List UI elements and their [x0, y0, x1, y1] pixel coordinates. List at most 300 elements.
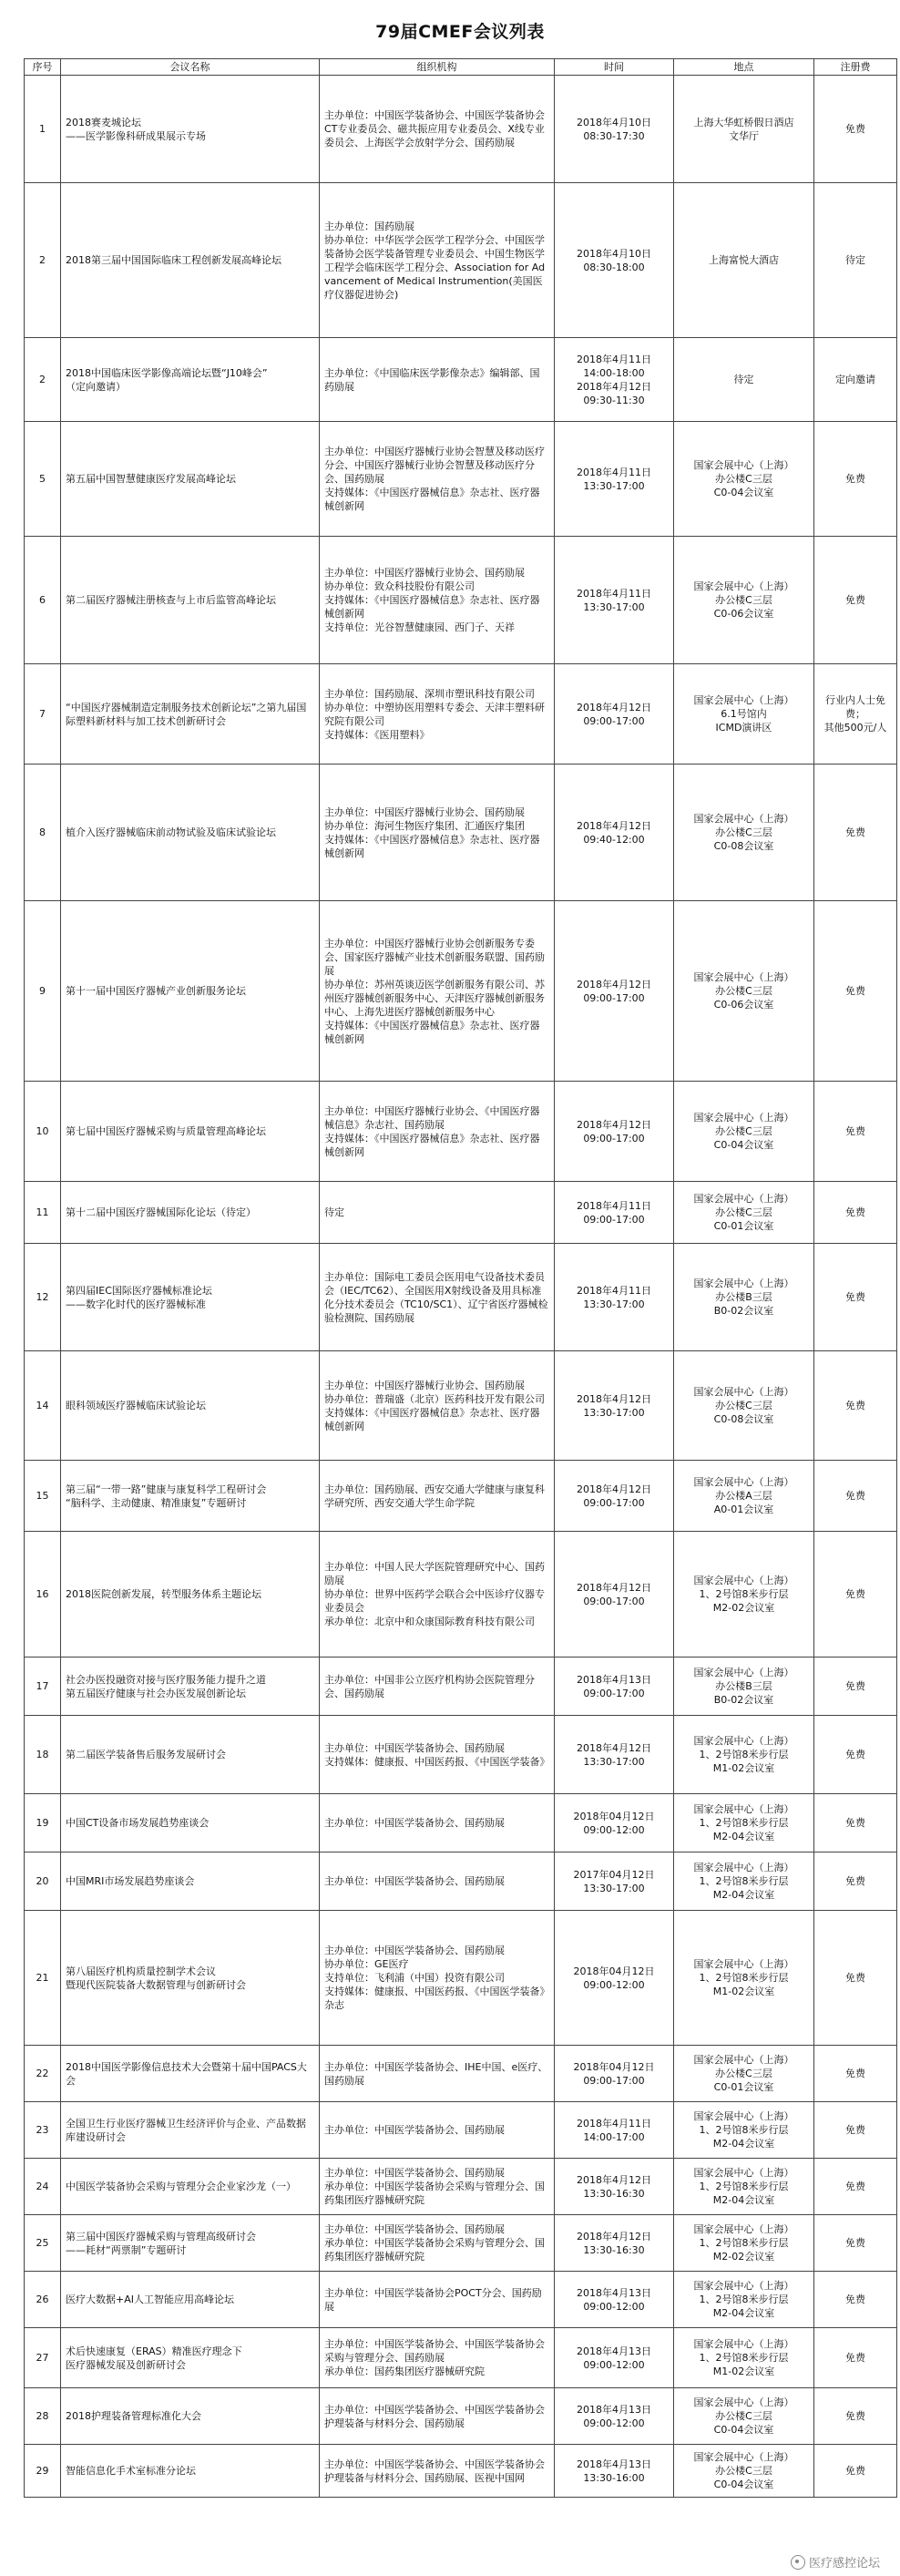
cell-fee-line: 免费: [845, 1749, 865, 1760]
table-row: [25, 338, 897, 422]
cell-no: 27: [25, 2328, 61, 2388]
cell-name-line: 眼科领域医疗器械临床试验论坛: [66, 1400, 206, 1411]
table-row: [25, 1244, 897, 1351]
cell-fee: [814, 2445, 897, 2498]
cell-time: [555, 1657, 674, 1716]
cell-time-line: 09:00-17:00: [583, 991, 645, 1004]
cell-org: [320, 901, 555, 1082]
cell-location-line: 国家会展中心（上海）: [693, 2396, 794, 2408]
cell-fee-line: 免费: [845, 1875, 865, 1887]
cell-fee: [814, 537, 897, 664]
conference-table: [24, 58, 897, 2498]
cell-location-line: 办公楼C三层: [715, 594, 772, 606]
cell-name: [61, 2388, 320, 2445]
cell-org-line: 主办单位：中国医学装备协会、中国医学装备协会护理装备与材料分会、国药励展: [324, 2403, 545, 2429]
cell-location: [674, 1182, 814, 1244]
cell-location-line: 办公楼C三层: [715, 985, 772, 997]
cell-location-line: 上海富悦大酒店: [709, 254, 779, 266]
cell-fee-line: 免费: [845, 2352, 865, 2364]
cell-time-line: 2018年4月12日: [577, 701, 651, 713]
cell-time-line: 14:00-18:00: [583, 366, 645, 379]
cell-name-line: 第十二届中国医疗器械国际化论坛（待定）: [66, 1206, 256, 1218]
cell-no: 6: [25, 537, 61, 664]
table-row: [25, 1794, 897, 1852]
cell-time-line: 2018年4月12日: [577, 1581, 651, 1594]
cell-time-line: 2018年4月13日: [577, 2286, 651, 2299]
cell-location-line: 国家会展中心（上海）: [693, 459, 794, 471]
cell-location-line: 1、2号馆8米步行层: [699, 1972, 789, 1984]
cell-name: [61, 664, 320, 765]
cell-name-line: 中国CT设备市场发展趋势座谈会: [66, 1817, 210, 1829]
cell-org-line: 主办单位：中国医学装备协会、国药励展: [324, 1945, 505, 1956]
cell-org: [320, 765, 555, 901]
cell-org-line: 支持单位：光谷智慧健康园、西门子、天祥: [324, 621, 515, 633]
cell-location: [674, 338, 814, 422]
cell-location-line: M2-04会议室: [712, 2307, 775, 2319]
cell-time-line: 14:00-17:00: [583, 2130, 645, 2143]
cell-location: [674, 537, 814, 664]
cell-name: [61, 1182, 320, 1244]
cell-name-line: “中国医疗器械制造定制服务技术创新论坛”之第九届国际塑料新材料与加工技术创新研讨会: [66, 701, 307, 727]
cell-location-line: 1、2号馆8米步行层: [699, 1817, 789, 1829]
cell-time: [555, 422, 674, 537]
cell-time-line: 09:00-17:00: [583, 1687, 645, 1699]
cell-org: [320, 1852, 555, 1911]
cell-location-line: 办公楼C三层: [715, 2465, 772, 2477]
cell-org-line: 主办单位：中国医学装备协会、国药励展: [324, 1817, 505, 1829]
cell-location-line: 办公楼B三层: [715, 1291, 772, 1303]
cell-location-line: M1-02会议室: [712, 1762, 775, 1774]
cell-org: [320, 2388, 555, 2445]
cell-org-line: 主办单位：中国医疗器械行业协会智慧及移动医疗分会、中国医疗器械行业协会智慧及移动医疗分会、国药励展: [324, 446, 545, 485]
cell-location: [674, 2445, 814, 2498]
cell-no: 25: [25, 2215, 61, 2272]
cell-location: [674, 2328, 814, 2388]
cell-org-line: 承办单位：国药集团医疗器械研究院: [324, 2366, 485, 2377]
cell-fee: [814, 1852, 897, 1911]
cell-name: [61, 422, 320, 537]
cell-time: [555, 537, 674, 664]
cell-time: [555, 2046, 674, 2102]
cell-location-line: M1-02会议室: [712, 1986, 775, 1997]
cell-time: [555, 1244, 674, 1351]
cell-location: [674, 2159, 814, 2215]
cell-location-line: B0-02会议室: [713, 1305, 774, 1317]
cell-location-line: 国家会展中心（上海）: [693, 1386, 794, 1398]
header-location: 地点: [674, 59, 814, 76]
cell-location-line: 国家会展中心（上海）: [693, 1667, 794, 1678]
cell-fee-line: 免费: [845, 2237, 865, 2249]
cell-time-line: 2018年4月10日: [577, 247, 651, 260]
cell-location: [674, 2215, 814, 2272]
cell-fee-line: 免费: [845, 2410, 865, 2422]
cell-time-line: 2018年4月13日: [577, 2345, 651, 2357]
cell-fee-line: 免费: [845, 1400, 865, 1411]
cell-org: [320, 2159, 555, 2215]
cell-fee: [814, 338, 897, 422]
cell-org: [320, 1351, 555, 1461]
cell-location-line: 办公楼C三层: [715, 2068, 772, 2079]
cell-org-line: 主办单位：中国医疗器械行业协会、国药励展: [324, 567, 525, 579]
cell-name-line: 第三届中国医疗器械采购与管理高级研讨会: [66, 2230, 256, 2242]
cell-org-line: 支持单位：飞利浦（中国）投资有限公司: [324, 1972, 505, 1984]
cell-location: [674, 1716, 814, 1794]
cell-time: [555, 2272, 674, 2328]
cell-org-line: 承办单位：北京中和众康国际教育科技有限公司: [324, 1616, 535, 1627]
cell-fee-line: 免费: [845, 2181, 865, 2192]
cell-name: [61, 2215, 320, 2272]
cell-location-line: 1、2号馆8米步行层: [699, 2352, 789, 2364]
cell-org-line: 协办单位：普瑞盛（北京）医药科技开发有限公司: [324, 1392, 545, 1405]
cell-org: [320, 2102, 555, 2159]
cell-location-line: M2-04会议室: [712, 1889, 775, 1901]
cell-name-line: ——耗材“两票制”专题研讨: [66, 2243, 187, 2256]
cell-time-line: 2018年4月12日: [577, 1118, 651, 1131]
cell-time-line: 13:30-16:30: [583, 2243, 645, 2256]
cell-location-line: 待定: [733, 374, 754, 385]
cell-time-line: 09:00-12:00: [583, 1978, 645, 1991]
cell-fee: [814, 422, 897, 537]
cell-location: [674, 1657, 814, 1716]
cell-no: 18: [25, 1716, 61, 1794]
cell-location-line: C0-08会议室: [713, 1413, 774, 1425]
table-row: [25, 2445, 897, 2498]
cell-name-line: 2018第三届中国国际临床工程创新发展高峰论坛: [66, 254, 281, 266]
table-body: [25, 76, 897, 2498]
table-row: [25, 76, 897, 183]
header-fee: 注册费: [814, 59, 897, 76]
table-row: [25, 901, 897, 1082]
cell-org-line: 主办单位：中国医学装备协会、中国医学装备协会护理装备与材料分会、国药励展、医视中国网: [324, 2458, 545, 2484]
header-time: 时间: [555, 59, 674, 76]
cell-name-line: “脑科学、主动健康、精准康复”专题研讨: [66, 1496, 247, 1509]
cell-org: [320, 1911, 555, 2046]
cell-org-line: 协办单位：GE医疗: [324, 1958, 409, 1970]
cell-location: [674, 1852, 814, 1911]
table-header-row: [25, 59, 897, 76]
cell-location-line: ICMD演讲区: [715, 722, 772, 734]
cell-fee-line: 免费: [845, 473, 865, 485]
cell-time-line: 09:00-17:00: [583, 714, 645, 727]
cell-fee-line: 免费: [845, 2294, 865, 2305]
cell-name: [61, 2445, 320, 2498]
cell-fee: [814, 2328, 897, 2388]
cell-fee: [814, 2046, 897, 2102]
cell-name-line: ——数字化时代的医疗器械标准: [66, 1298, 206, 1310]
cell-location: [674, 183, 814, 338]
cell-org: [320, 1657, 555, 1716]
cell-name: [61, 1351, 320, 1461]
cell-time-line: 2017年04月12日: [573, 1868, 655, 1881]
cell-name: [61, 2046, 320, 2102]
cell-time: [555, 2102, 674, 2159]
cell-time: [555, 183, 674, 338]
cell-fee: [814, 1532, 897, 1657]
cell-time: [555, 76, 674, 183]
cell-fee-line: 免费: [845, 594, 865, 606]
cell-name-line: 医疗大数据+AI人工智能应用高峰论坛: [66, 2294, 234, 2305]
cell-no: 8: [25, 765, 61, 901]
cell-location-line: C0-06会议室: [713, 608, 774, 620]
cell-location-line: M2-02会议室: [712, 1602, 775, 1614]
cell-time-line: 09:00-17:00: [583, 2074, 645, 2087]
cell-location-line: 国家会展中心（上海）: [693, 2110, 794, 2122]
table-row: [25, 537, 897, 664]
cell-location-line: C0-04会议室: [713, 1139, 774, 1151]
cell-no: 12: [25, 1244, 61, 1351]
cell-time-line: 09:00-17:00: [583, 1595, 645, 1607]
cell-time-line: 2018年4月11日: [577, 353, 651, 365]
cell-time: [555, 1852, 674, 1911]
cell-location-line: M2-02会议室: [712, 2251, 775, 2263]
cell-org: [320, 76, 555, 183]
cell-time: [555, 1532, 674, 1657]
cell-time-line: 09:00-12:00: [583, 2300, 645, 2313]
cell-time-line: 2018年4月11日: [577, 1284, 651, 1297]
cell-no: 10: [25, 1082, 61, 1182]
cell-location-line: 1、2号馆8米步行层: [699, 1749, 789, 1760]
cell-org-line: 支持媒体：《中国医疗器械信息》杂志社、医疗器械创新网: [324, 487, 540, 512]
cell-name: [61, 537, 320, 664]
cell-time-line: 2018年4月12日: [577, 1483, 651, 1495]
cell-name-line: 中国MRI市场发展趋势座谈会: [66, 1875, 195, 1887]
cell-time-line: 2018年4月12日: [577, 978, 651, 990]
cell-location-line: A0-01会议室: [713, 1504, 774, 1515]
cell-name-line: 2018护理装备管理标准化大会: [66, 2410, 201, 2422]
cell-fee: [814, 1657, 897, 1716]
cell-time-line: 13:30-17:00: [583, 600, 645, 613]
cell-location-line: 国家会展中心（上海）: [693, 2451, 794, 2463]
cell-org: [320, 1461, 555, 1532]
table-row: [25, 1716, 897, 1794]
cell-name-line: 第五届中国智慧健康医疗发展高峰论坛: [66, 473, 236, 485]
cell-time-line: 2018年04月12日: [573, 2060, 655, 2073]
cell-no: 28: [25, 2388, 61, 2445]
cell-fee: [814, 2388, 897, 2445]
cell-no: 7: [25, 664, 61, 765]
cell-org-line: 主办单位：中国医学装备协会、国药励展: [324, 1741, 505, 1754]
cell-org-line: 主办单位：中国医疗器械行业协会、《中国医疗器械信息》杂志社、国药励展: [324, 1104, 540, 1131]
cell-org-line: 主办单位：中国医疗器械行业协会、国药励展: [324, 806, 525, 818]
cell-name-line: 智能信息化手术室标准分论坛: [66, 2465, 196, 2477]
cell-fee: [814, 1082, 897, 1182]
cell-location-line: 国家会展中心（上海）: [693, 2338, 794, 2350]
cell-fee: [814, 1244, 897, 1351]
table-row: [25, 2328, 897, 2388]
cell-org-line: 主办单位：中国非公立医疗机构协会医院管理分会、国药励展: [324, 1673, 535, 1699]
cell-org-line: 主办单位：国药励展、西安交通大学健康与康复科学研究所、西安交通大学生命学院: [324, 1483, 545, 1509]
cell-time: [555, 1911, 674, 2046]
cell-no: 21: [25, 1911, 61, 2046]
cell-org-line: 协办单位：世界中医药学会联合会中医诊疗仪器专业委员会: [324, 1588, 545, 1614]
cell-name: [61, 2328, 320, 2388]
cell-name-line: 2018医院创新发展，转型服务体系主题论坛: [66, 1588, 261, 1600]
cell-no: 2: [25, 338, 61, 422]
cell-time: [555, 338, 674, 422]
cell-no: 19: [25, 1794, 61, 1852]
cell-location: [674, 1911, 814, 2046]
cell-fee-line: 免费: [845, 1972, 865, 1984]
cell-time-line: 2018年4月10日: [577, 116, 651, 128]
cell-no: 29: [25, 2445, 61, 2498]
cell-time: [555, 901, 674, 1082]
cell-location: [674, 422, 814, 537]
cell-location-line: 国家会展中心（上海）: [693, 1476, 794, 1488]
cell-location-line: 办公楼B三层: [715, 1680, 772, 1692]
cell-time: [555, 1351, 674, 1461]
cell-org-line: 主办单位：中国医学装备协会、中国医学装备协会CT专业委员会、磁共振应用专业委员会、X线专业委员会、上海医学会放射学分会、国药励展: [324, 109, 545, 149]
cell-location-line: C0-06会议室: [713, 999, 774, 1011]
cell-name-line: 第八届医疗机构质量控制学术会议: [66, 1965, 216, 1977]
cell-location: [674, 2388, 814, 2445]
cell-name-line: 2018中国医学影像信息技术大会暨第十届中国PACS大会: [66, 2060, 307, 2087]
cell-org: [320, 2272, 555, 2328]
table-row: [25, 1082, 897, 1182]
cell-time-line: 2018年4月12日: [577, 380, 651, 393]
cell-location-line: 国家会展中心（上海）: [693, 1862, 794, 1873]
cell-location-line: C0-04会议室: [713, 2479, 774, 2490]
cell-time: [555, 2215, 674, 2272]
cell-org-line: 待定: [324, 1206, 344, 1218]
cell-fee: [814, 1461, 897, 1532]
cell-fee: [814, 2102, 897, 2159]
cell-name: [61, 1532, 320, 1657]
cell-name-line: 植介入医疗器械临床前动物试验及临床试验论坛: [66, 826, 276, 838]
cell-location-line: 国家会展中心（上海）: [693, 1575, 794, 1586]
cell-location: [674, 765, 814, 901]
cell-name: [61, 1244, 320, 1351]
cell-name-line: 医疗器械发展及创新研讨会: [66, 2358, 186, 2371]
cell-fee: [814, 1716, 897, 1794]
cell-location-line: 办公楼C三层: [715, 2410, 772, 2422]
cell-location-line: 办公楼C三层: [715, 1400, 772, 1411]
cell-time-line: 09:40-12:00: [583, 833, 645, 846]
cell-time-line: 2018年4月11日: [577, 1199, 651, 1212]
table-row: [25, 765, 897, 901]
cell-time-line: 2018年4月11日: [577, 2117, 651, 2130]
cell-org-line: 协办单位：中塑协医用塑料专委会、天津丰塑料研究院有限公司: [324, 701, 545, 727]
cell-org-line: 主办单位：国际电工委员会医用电气设备技术委员会（IEC/TC62）、全国医用X射线设备及用具标准化分技术委员会（TC10/SC1）、辽宁省医疗器械检验检测院、国药励展: [324, 1270, 548, 1324]
cell-time: [555, 2388, 674, 2445]
cell-org-line: 支持媒体：《中国医疗器械信息》杂志社、医疗器械创新网: [324, 833, 540, 859]
cell-location-line: 1、2号馆8米步行层: [699, 2294, 789, 2305]
cell-location-line: 1、2号馆8米步行层: [699, 1588, 789, 1600]
cell-name-line: 全国卫生行业医疗器械卫生经济评价与企业、产品数据库建设研讨会: [66, 2117, 306, 2143]
cell-org-line: 协办单位：苏州英谈迈医学创新服务有限公司、苏州医疗器械创新服务中心、天津医疗器械创新服务中心、上海先进医疗器械创新服务中心: [324, 978, 545, 1018]
cell-name-line: 2018中国临床医学影像高端论坛暨“J10峰会”: [66, 366, 268, 379]
cell-location: [674, 1244, 814, 1351]
cell-org: [320, 2046, 555, 2102]
table-row: [25, 1461, 897, 1532]
cell-location-line: B0-02会议室: [713, 1694, 774, 1706]
cell-time-line: 2018年4月12日: [577, 2173, 651, 2186]
cell-org-line: 主办单位：中国医学装备协会、IHE中国、e医疗、国药励展: [324, 2060, 548, 2087]
cell-time-line: 2018年04月12日: [573, 1965, 655, 1977]
cell-fee-line: 免费: [845, 2465, 865, 2477]
cell-org-line: 承办单位：中国医学装备协会采购与管理分会、国药集团医疗器械研究院: [324, 2237, 545, 2263]
cell-name-line: 第十一届中国医疗器械产业创新服务论坛: [66, 985, 246, 997]
cell-time-line: 09:00-17:00: [583, 1496, 645, 1509]
cell-location-line: 1、2号馆8米步行层: [699, 2124, 789, 2136]
watermark-text: 医疗感控论坛: [808, 2557, 880, 2571]
cell-fee-line: 免费: [845, 826, 865, 838]
cell-name: [61, 1657, 320, 1716]
cell-time: [555, 2445, 674, 2498]
cell-time: [555, 2328, 674, 2388]
cell-org-line: 支持媒体：健康报、中国医药报、《中国医学装备》杂志: [324, 1986, 545, 2011]
cell-name: [61, 1461, 320, 1532]
cell-location-line: 国家会展中心（上海）: [693, 2167, 794, 2179]
table-row: [25, 664, 897, 765]
cell-location-line: C0-08会议室: [713, 840, 774, 852]
table-row: [25, 1852, 897, 1911]
cell-location-line: M2-04会议室: [712, 1831, 775, 1842]
cell-fee: [814, 76, 897, 183]
cell-fee-line: 待定: [845, 254, 865, 266]
cell-org-line: 支持媒体：《中国医疗器械信息》杂志社、医疗器械创新网: [324, 1019, 540, 1045]
cell-no: 16: [25, 1532, 61, 1657]
cell-org-line: 支持媒体：《中国医疗器械信息》杂志社、医疗器械创新网: [324, 594, 540, 620]
cell-org-line: 主办单位：国药励展: [324, 220, 414, 232]
cell-org-line: 主办单位：中国医学装备协会、国药励展: [324, 2223, 505, 2235]
cell-fee: [814, 2159, 897, 2215]
cell-name: [61, 183, 320, 338]
cell-no: 1: [25, 76, 61, 183]
cell-no: 5: [25, 422, 61, 537]
cell-fee: [814, 1911, 897, 2046]
cell-fee-line: 定向邀请: [835, 374, 875, 385]
cell-location-line: C0-04会议室: [713, 2424, 774, 2436]
cell-time-line: 09:00-12:00: [583, 1823, 645, 1836]
cell-time-line: 2018年4月12日: [577, 1741, 651, 1754]
cell-location-line: 国家会展中心（上海）: [693, 1735, 794, 1747]
cell-name: [61, 1852, 320, 1911]
cell-no: 26: [25, 2272, 61, 2328]
cell-location: [674, 2046, 814, 2102]
cell-name-line: 第五届医疗健康与社会办医发展创新论坛: [66, 1687, 246, 1699]
page-title: 79届CMEF会议列表: [375, 22, 545, 42]
cell-fee-line: 免费: [845, 123, 865, 135]
cell-name: [61, 2159, 320, 2215]
cell-location: [674, 901, 814, 1082]
cell-time-line: 2018年4月11日: [577, 587, 651, 600]
cell-time-line: 13:30-17:00: [583, 1755, 645, 1768]
table-row: [25, 183, 897, 338]
cell-time: [555, 2159, 674, 2215]
cell-name: [61, 1716, 320, 1794]
cell-location-line: 国家会展中心（上海）: [693, 2223, 794, 2235]
cell-org: [320, 1244, 555, 1351]
cell-no: 17: [25, 1657, 61, 1716]
cell-name-line: 2018赛麦城论坛: [66, 116, 141, 128]
cell-name: [61, 2272, 320, 2328]
table-row: [25, 1182, 897, 1244]
cell-org-line: 主办单位：中国医疗器械行业协会创新服务专委会、国家医疗器械产业技术创新服务联盟、国药励展: [324, 937, 545, 977]
cell-org-line: 承办单位：中国医学装备协会采购与管理分会、国药集团医疗器械研究院: [324, 2181, 545, 2206]
header-no: 序号: [25, 59, 61, 76]
cell-org-line: 协办单位：海河生物医疗集团、汇通医疗集团: [324, 819, 525, 832]
cell-fee: [814, 1351, 897, 1461]
cell-org: [320, 2215, 555, 2272]
cell-time-line: 13:30-17:00: [583, 479, 645, 492]
cell-fee-line: 免费: [845, 1125, 865, 1137]
cell-org-line: 支持媒体：健康报、中国医药报、《中国医学装备》: [324, 1755, 550, 1768]
cell-time-line: 2018年4月12日: [577, 819, 651, 832]
cell-location: [674, 1082, 814, 1182]
cell-location-line: 1、2号馆8米步行层: [699, 2181, 789, 2192]
cell-fee-line: 免费: [845, 1291, 865, 1303]
cell-location-line: M2-04会议室: [712, 2138, 775, 2150]
